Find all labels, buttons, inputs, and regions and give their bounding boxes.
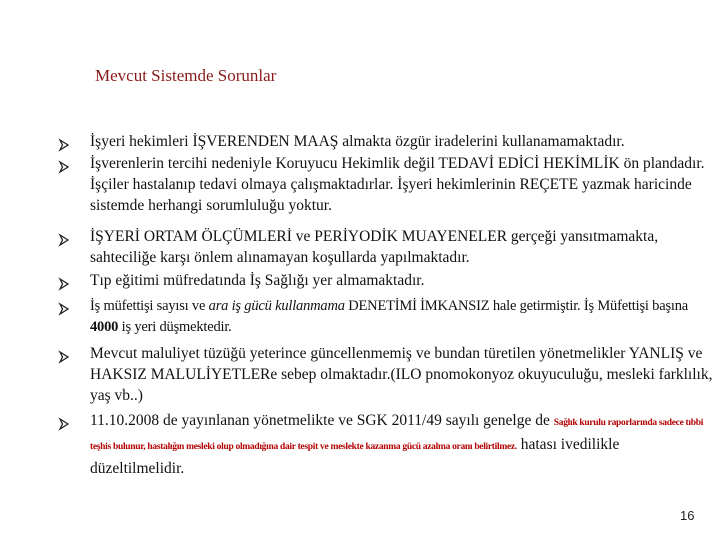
slide-title: Mevcut Sistemde Sorunlar: [95, 66, 277, 85]
arrow-bullet-icon: [57, 302, 71, 316]
list-item: İşyeri hekimleri İŞVERENDEN MAAŞ almakta özgür iradelerini kullanamamaktadır.: [90, 133, 625, 150]
item-text: hatası ivedilikle düzeltilmelidir.: [90, 436, 620, 477]
arrow-bullet-icon: [57, 277, 71, 291]
item-text: iş yeri düşmektedir.: [118, 319, 232, 335]
arrow-bullet-icon: [57, 138, 71, 152]
item-text: İş müfettişi sayısı ve: [90, 298, 209, 314]
arrow-bullet-icon: [57, 417, 71, 431]
list-item: [90, 410, 716, 480]
item-text: DENETİMİ İMKANSIZ hale getirmiştir. İş Müfettişi başına: [344, 298, 688, 314]
page-number: 16: [680, 508, 695, 523]
list-item: Mevcut maluliyet tüzüğü yeterince güncellenmemiş ve bundan türetilen yönetmelikler YANLIŞ ve HAKSIZ MALULİYETLERe sebep olmaktadır.(ILO pnomokonyoz okuyuculuğu, mesleki farklılık, yaş vb..): [90, 345, 713, 404]
item-text: 11.10.2008 de yayınlanan yönetmelikte ve SGK 2011/49 sayılı genelge de: [90, 412, 554, 429]
item-italic-text: ara iş gücü kullanmama: [208, 298, 345, 314]
arrow-bullet-icon: [57, 350, 71, 364]
list-item: Tıp eğitimi müfredatında İş Sağlığı yer almamaktadır.: [90, 272, 425, 289]
item-highlight-text: Sağlık kurulu raporlarında sadece tıbbi teşhis bulunur, hastalığın mesleki olup olmadığına dair tespit ve meslekte kazanma gücü azalma oranı belirtilmez.: [90, 418, 704, 452]
item-bold-number: 4000: [90, 319, 119, 335]
list-item: İşverenlerin tercihi nedeniyle Koruyucu Hekimlik değil TEDAVİ EDİCİ HEKİMLİK ön plandadır. İşçiler hastalanıp tedavi olmaya çalışmaktadırlar. İşyeri hekimlerinin REÇETE yazmak haricinde sistemde herhangi sorumluluğu yoktur.: [90, 155, 705, 214]
arrow-bullet-icon: [57, 233, 71, 247]
list-item: [90, 296, 716, 338]
arrow-bullet-icon: [57, 160, 71, 174]
list-item: İŞYERİ ORTAM ÖLÇÜMLERİ ve PERİYODİK MUAYENELER gerçeği yansıtmamakta, sahteciliğe karşı önlem alınamayan koşullarda yapılmaktadır.: [90, 228, 659, 266]
